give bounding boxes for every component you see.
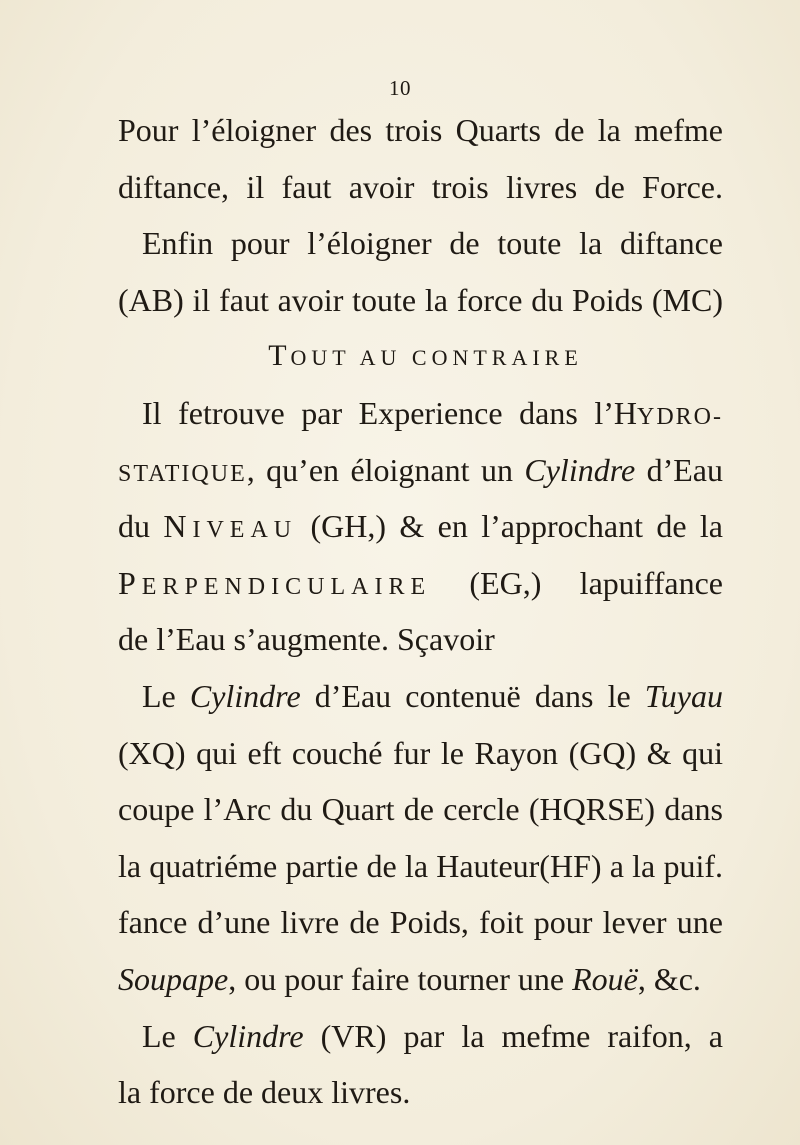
text-span: , qu’en éloignant un — [246, 451, 525, 488]
small-caps-initial: H — [613, 394, 637, 431]
text-line — [118, 442, 723, 499]
text-span: , &c. — [637, 960, 701, 997]
text-line: (AB) il faut avoir toute la force du Poids (MC) — [118, 281, 723, 318]
text-span: du — [118, 508, 164, 545]
text-line: diftance, il faut avoir trois livres de Force. — [118, 168, 723, 205]
text-span: (GH,) & en l’approchant de la — [297, 508, 724, 545]
italic-term: Cylindre — [524, 451, 636, 488]
section-heading — [118, 328, 723, 385]
italic-term: Cylindre — [189, 677, 301, 714]
text-line: Enfin pour l’éloigner de toute la diftance — [142, 225, 723, 262]
text-span: , ou pour faire tourner une — [228, 960, 573, 997]
text-line: Pour l’éloigner des trois Quarts de la mefme — [118, 112, 723, 148]
text-line: fance d’une livre de Poids, foit pour lever une — [118, 904, 723, 941]
text-line — [118, 498, 723, 555]
small-caps-span: STATIQUE — [118, 460, 247, 487]
text-line: la force de deux livres. — [118, 1074, 411, 1111]
text-line — [118, 555, 723, 612]
small-caps-span: ERPENDICULAIRE — [141, 573, 432, 600]
text-line — [118, 951, 723, 1008]
text-line — [118, 385, 723, 442]
text-block — [118, 102, 723, 1121]
small-caps-span: YDRO- — [637, 403, 723, 430]
text-line: la quatriéme partie de la Hauteur(HF) a la puif. — [118, 847, 723, 884]
text-span: d’Eau contenuë dans le — [300, 677, 645, 714]
italic-term: Rouë — [572, 960, 638, 997]
text-line: coupe l’Arc du Quart de cercle (HQRSE) dans — [118, 791, 723, 828]
text-span: (EG,) lapuiffance — [431, 564, 723, 601]
text-line: de l’Eau s’augmente. Sçavoir — [118, 621, 495, 658]
small-caps-initial: N — [163, 508, 193, 545]
heading-rest: OUT AU CONTRAIRE — [290, 345, 583, 371]
text-line — [118, 1008, 723, 1065]
text-span: Le — [142, 677, 190, 714]
text-span: d’Eau — [635, 451, 724, 488]
text-span: Il fetrouve par Experience dans l’ — [142, 394, 614, 431]
small-caps-span: IVEAU — [192, 517, 298, 544]
text-line — [118, 668, 723, 725]
page-number: 10 — [389, 76, 411, 100]
italic-term: Cylindre — [192, 1017, 304, 1054]
italic-term: Tuyau — [644, 677, 723, 714]
italic-term: Soupape — [118, 960, 229, 997]
text-line: (XQ) qui eft couché fur le Rayon (GQ) & qui — [118, 734, 723, 771]
text-span: Le — [142, 1017, 193, 1054]
heading-initial: T — [268, 339, 291, 373]
text-span: (VR) par la mefme raifon, a — [303, 1017, 724, 1054]
small-caps-initial: P — [118, 564, 142, 601]
